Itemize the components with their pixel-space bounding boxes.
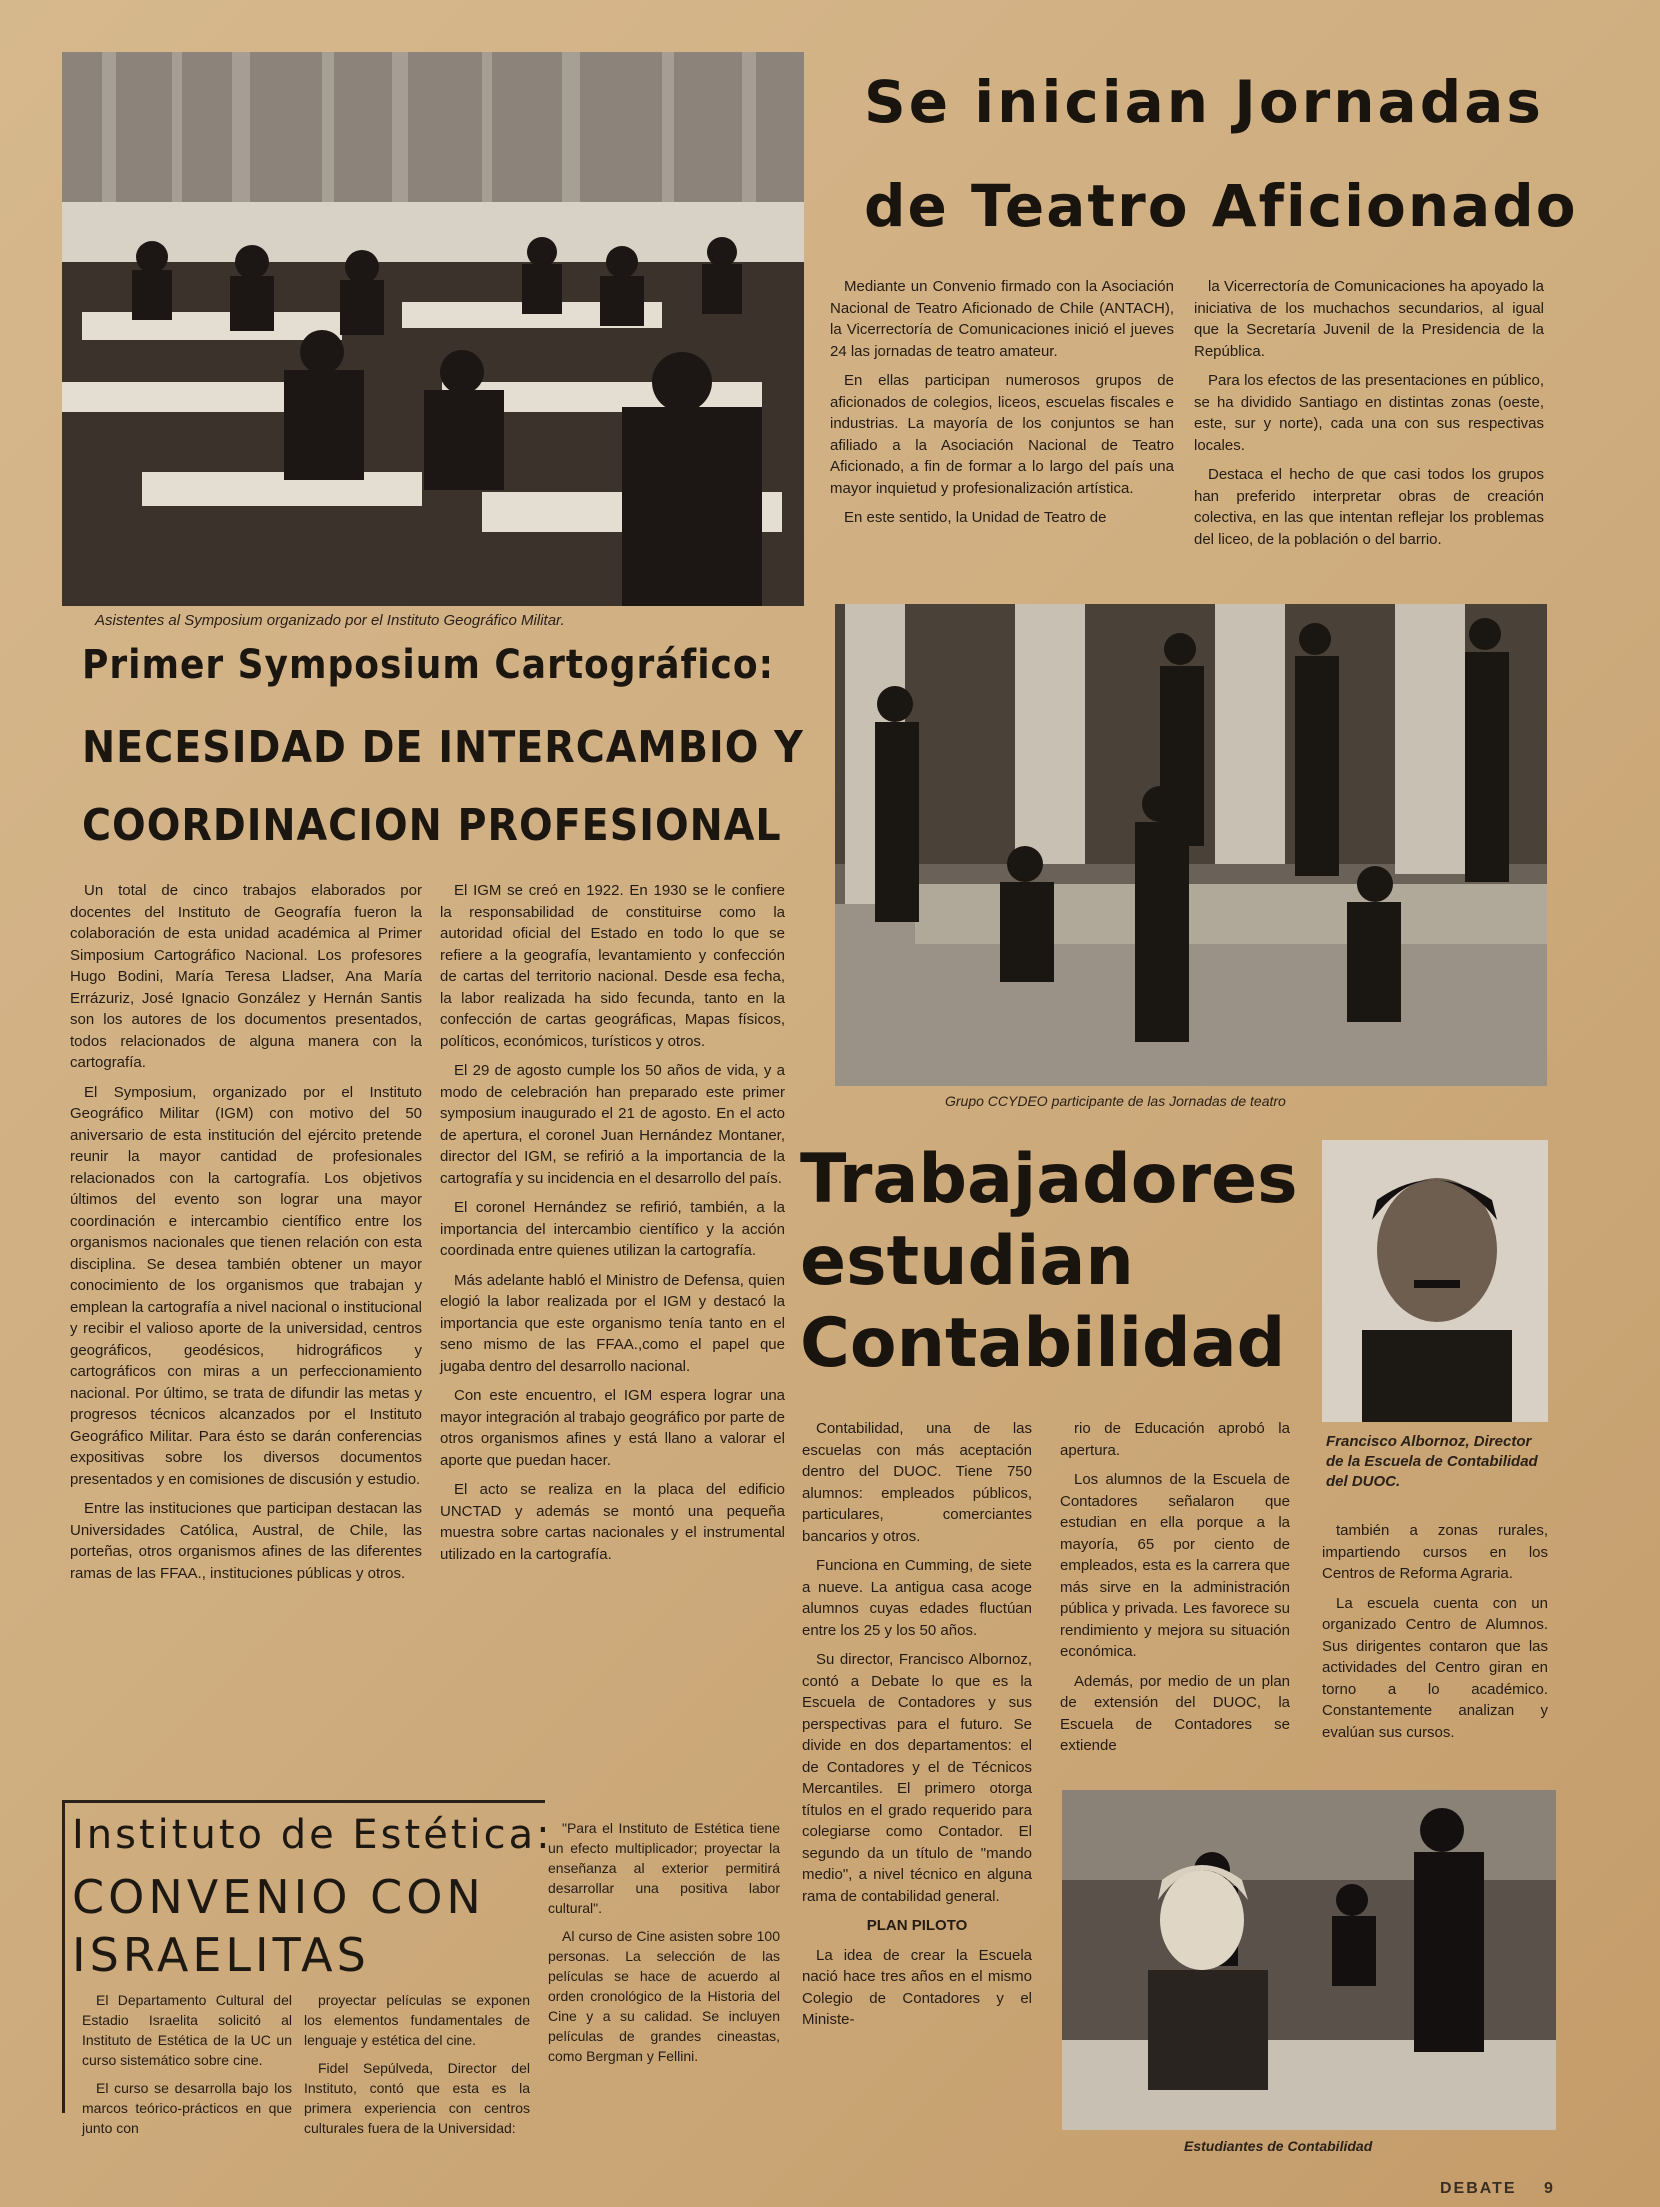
paragraph: proyectar películas se exponen los elementos fundamentales de lenguaje y estética del cine.	[304, 1992, 530, 2048]
paragraph: Para los efectos de las presentaciones en público, se ha dividido Santiago en distintas zonas (oeste, este, sur y norte), cada una con sus respectivas locales.	[1194, 372, 1544, 454]
paragraph: El Departamento Cultural del Estadio Israelita solicitó al Instituto de Estética de la UC un curso sistemático sobre cine.	[82, 1992, 292, 2068]
teatro-headline-line1: Se inician Jornadas	[864, 68, 1544, 136]
contabilidad-headline-line2: estudian	[800, 1222, 1134, 1301]
contabilidad-headline-line1: Trabajadores	[800, 1140, 1298, 1219]
paragraph: El acto se realiza en la placa del edificio UNCTAD y además se montó una pequeña muestra sobre cartas nacionales y el instrumental utilizado en la cartografía.	[440, 1481, 785, 1563]
symposium-column-2	[440, 880, 785, 1573]
theatre-photo-caption: Grupo CCYDEO participante de las Jornadas de teatro	[945, 1093, 1286, 1109]
estetica-column-2	[304, 1990, 530, 2146]
paragraph: El curso se desarrolla bajo los marcos teórico-prácticos en que junto con	[82, 2080, 292, 2136]
paragraph: Con este encuentro, el IGM espera lograr una mayor integración al trabajo geográfico por parte de otros organismos afines y está llano a valorar el aporte que puedan hacer.	[440, 1387, 785, 1469]
paragraph: El IGM se creó en 1922. En 1930 se le confiere la responsabilidad de constituirse como la autoridad oficial del Estado en todo lo que se refiere a la geografía, levantamiento y confección de cartas del territorio nacional. Desde esa fecha, la labor realizada ha sido fecunda, tanto en la confección de cartas geográficas, Mapas físicos, políticos, económicos, turísticos y otros.	[440, 882, 785, 1050]
auditorium-photo-caption: Asistentes al Symposium organizado por el Instituto Geográfico Militar.	[95, 612, 565, 629]
paragraph: Su director, Francisco Albornoz, contó a Debate lo que es la Escuela de Contadores y sus perspectivas para el futuro. Se divide en dos departamentos: el de Contadores y el de Técnicos Mercantiles. El primero otorga títulos en el grado requerido para colegiarse como Contador. El segundo da un título de "mando medio", a nivel técnico en alguna rama de contabilidad general.	[802, 1651, 1032, 1905]
teatro-column-1	[830, 276, 1174, 537]
paragraph: también a zonas rurales, impartiendo cursos en los Centros de Reforma Agraria.	[1322, 1522, 1548, 1582]
paragraph: la Vicerrectoría de Comunicaciones ha apoyado la iniciativa de los muchachos secundarios, al igual que la Secretaría Juvenil de la Presidencia de la República.	[1194, 278, 1544, 360]
teatro-headline-line2: de Teatro Aficionado	[864, 172, 1578, 240]
paragraph: En este sentido, la Unidad de Teatro de	[844, 509, 1107, 526]
symposium-kicker: Primer Symposium Cartográfico:	[82, 642, 774, 688]
paragraph: Contabilidad, una de las escuelas con más aceptación dentro del DUOC. Tiene 750 alumnos: empleados públicos, particulares, comerciantes bancarios y otros.	[802, 1420, 1032, 1545]
students-photo	[1062, 1790, 1556, 2130]
footer-page-number: 9	[1544, 2180, 1555, 2197]
paragraph: En ellas participan numerosos grupos de aficionados de colegios, liceos, escuelas fiscales e industrias. La mayoría de los conjuntos se han afiliado a la Asociación Nacional de Teatro Aficionado, a fin de formar a lo largo del país una mayor inquietud y profesionalización artística.	[830, 372, 1174, 497]
paragraph: Además, por medio de un plan de extensión del DUOC, la Escuela de Contadores se extiende	[1060, 1672, 1290, 1754]
albornoz-portrait-caption: Francisco Albornoz, Director de la Escuela de Contabilidad del DUOC.	[1326, 1433, 1538, 1490]
paragraph: Un total de cinco trabajos elaborados por docentes del Instituto de Geografía fueron la colaboración de esta unidad académica al Primer Simposium Cartográfico Nacional. Los profesores Hugo Bodini, María Teresa Lladser, Ana María Errázuriz, José Ignacio González y Hernán Santis son los autores de los documentos presentados, todos relacionados de alguna manera con la cartografía.	[70, 882, 422, 1071]
paragraph: Los alumnos de la Escuela de Contadores señalaron que estudian en ella porque a la mayoría, 65 por ciento de empleados, esta es la carrera que más sirve en la administración pública y privada. Les favorece su rendimiento y mejora su situación económica.	[1060, 1471, 1290, 1660]
contabilidad-column-2	[1060, 1418, 1290, 1765]
symposium-headline-line1: NECESIDAD DE INTERCAMBIO Y	[82, 722, 804, 773]
contabilidad-headline-line3: Contabilidad	[800, 1304, 1286, 1383]
paragraph: Mediante un Convenio firmado con la Asociación Nacional de Teatro Aficionado de Chile (ANTACH), la Vicerrectoría de Comunicaciones inició el jueves 24 las jornadas de teatro amateur.	[830, 278, 1174, 360]
estetica-headline-line1: CONVENIO CON	[72, 1870, 485, 1924]
paragraph: Fidel Sepúlveda, Director del Instituto, contó que esta es la primera experiencia con centros culturales fuera de la Universidad:	[304, 2060, 530, 2136]
paragraph: rio de Educación aprobó la apertura.	[1060, 1420, 1290, 1459]
paragraph: Al curso de Cine asisten sobre 100 personas. La selección de las películas se hace de acuerdo al orden cronológico de la Historia del Cine y a su calidad. Se incluyen películas de grandes cineastas, como Bergman y Fellini.	[548, 1928, 780, 2064]
paragraph: El coronel Hernández se refirió, también, a la importancia del intercambio científico y la acción coordinada entre quienes utilizan la cartografía.	[440, 1199, 785, 1259]
paragraph: El 29 de agosto cumple los 50 años de vida, y a modo de celebración han preparado este primer symposium inaugurado el 21 de agosto. En el acto de apertura, el coronel Juan Hernández Montaner, director del IGM, se refirió a la importancia de la cartografía y su incidencia en el desarrollo del país.	[440, 1062, 785, 1187]
paragraph: La idea de crear la Escuela nació hace tres años en el mismo Colegio de Contadores y el Ministe-	[802, 1946, 1032, 2028]
students-photo-caption: Estudiantes de Contabilidad	[1184, 2138, 1373, 2154]
paragraph: Funciona en Cumming, de siete a nueve. La antigua casa acoge alumnos cuyas edades fluctúan entre los 25 y los 50 años.	[802, 1557, 1032, 1639]
symposium-column-1	[70, 880, 422, 1592]
symposium-headline-line2: COORDINACION PROFESIONAL	[82, 800, 782, 851]
theatre-group-photo	[835, 604, 1547, 1086]
footer-magazine-name: DEBATE	[1440, 2180, 1517, 2197]
contabilidad-column-1	[802, 1418, 1032, 2039]
paragraph: El Symposium, organizado por el Instituto Geográfico Militar (IGM) con motivo del 50 aniversario de esta institución del ejército pretende reunir la mayor cantidad de profesionales relacionados con la cartografía. Los objetivos últimos del evento son lograr una mayor coordinación e intercambio científico entre los organismos nacionales que tienen relación con esta disciplina. Se desea también obtener un mayor conocimiento de los organismos que trabajan y emplean la cartografía a nivel nacional o institucional y recibir el valioso aporte de la universidad, centros geográficos, geodésicos, hidrográficos y cartográficos con miras a un perfeccionamiento nacional. Por último, se trata de difundir las metas y progresos técnicos alcanzados por el Instituto Geográfico Militar. Para ésto se darán conferencias expositivas sobre los diversos documentos presentados y en comisiones de discusión y estudio.	[70, 1083, 422, 1488]
contabilidad-column-3	[1322, 1520, 1548, 1751]
paragraph: Entre las instituciones que participan destacan las Universidades Católica, Austral, de Chile, las porteñas, otros organismos afines de las diferentes ramas de las FFAA., instituciones públicas y otros.	[70, 1500, 422, 1582]
paragraph: La escuela cuenta con un organizado Centro de Alumnos. Sus dirigentes contaron que las actividades del Centro giran en torno a lo académico. Constantemente analizan y evalúan sus cursos.	[1322, 1594, 1548, 1741]
estetica-kicker: Instituto de Estética:	[72, 1812, 553, 1858]
estetica-column-1	[82, 1990, 292, 2146]
albornoz-portrait-photo	[1322, 1140, 1548, 1422]
paragraph: Destaca el hecho de que casi todos los grupos han preferido interpretar obras de creación colectiva, en las que intentan reflejar los problemas del liceo, de la población o del barrio.	[1194, 466, 1544, 548]
teatro-column-2	[1194, 276, 1544, 558]
paragraph: "Para el Instituto de Estética tiene un efecto multiplicador; proyectar la enseñanza al exterior permitirá desarrollar una positiva labor cultural".	[548, 1820, 780, 1916]
estetica-column-3	[548, 1818, 780, 2074]
auditorium-photo	[62, 52, 804, 606]
plan-piloto-subhead: PLAN PILOTO	[866, 1917, 968, 1934]
estetica-headline-line2: ISRAELITAS	[72, 1928, 370, 1982]
paragraph: Más adelante habló el Ministro de Defensa, quien elogió la labor realizada por el IGM y destacó la importancia que este organismo tenía tanto en el seno mismo de las FFAA.,como el papel que jugaba dentro del desarrollo nacional.	[440, 1271, 785, 1375]
